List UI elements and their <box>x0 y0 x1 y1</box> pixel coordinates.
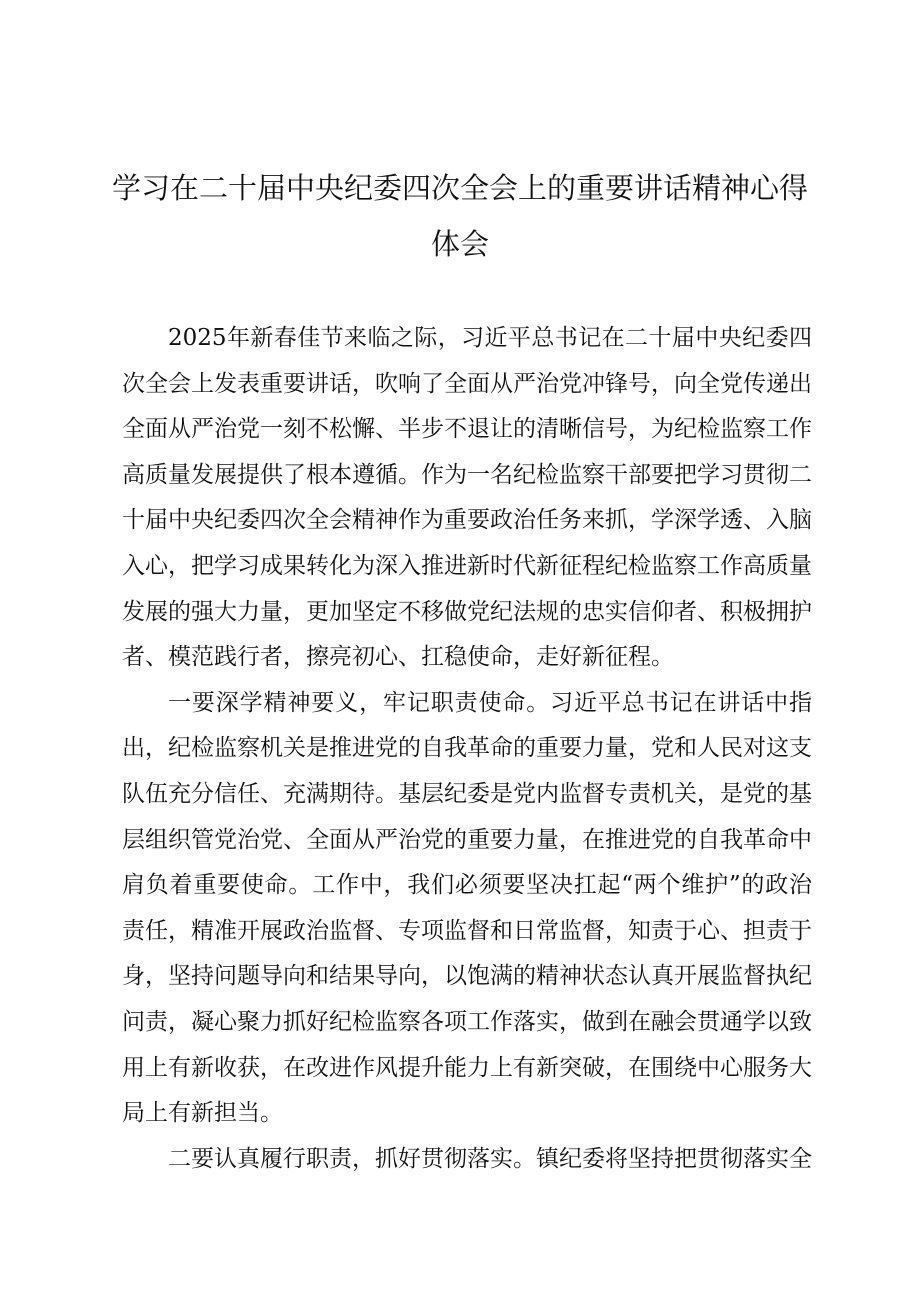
paragraph-point-one: 一要深学精神要义，牢记职责使命。习近平总书记在讲话中指出，纪检监察机关是推进党的自我革命的重要力量，党和人民对这支队伍充分信任、充满期待。基层纪委是党内监督专责机关，是党的基层组织管党治党、全面从严治党的重要力量，在推进党的自我革命中肩负着重要使命。工作中，我们必须要坚决扛起“两个维护”的政治责任，精准开展政治监督、专项监督和日常监督，知责于心、担责于身，坚持问题导向和结果导向，以饱满的精神状态认真开展监督执纪问责，凝心聚力抓好纪检监察各项工作落实，做到在融会贯通学以致用上有新收获，在改进作风提升能力上有新突破，在围绕中心服务大局上有新担当。 <box>122 689 812 1127</box>
title-line-1: 学习在二十届中央纪委四次全会上的重要讲话精神心得 <box>111 171 808 205</box>
document-body <box>122 316 812 1182</box>
document-title <box>100 160 820 272</box>
paragraph-intro: 2025年新春佳节来临之际，习近平总书记在二十届中央纪委四次全会上发表重要讲话，吹响了全面从严治党冲锋号，向全党传递出全面从严治党一刻不松懈、半步不退让的清晰信号，为纪检监察工作高质量发展提供了根本遵循。作为一名纪检监察干部要把学习贯彻二十届中央纪委四次全会精神作为重要政治任务来抓，学深学透、入脑入心，把学习成果转化为深入推进新时代新征程纪检监察工作高质量发展的强大力量，更加坚定不移做党纪法规的忠实信仰者、积极拥护者、模范践行者，擦亮初心、扛稳使命，走好新征程。 <box>122 325 812 671</box>
title-line-2: 体会 <box>430 227 489 261</box>
paragraph-point-two: 二要认真履行职责，抓好贯彻落实。镇纪委将坚持把贯彻落实全 <box>168 1145 812 1172</box>
